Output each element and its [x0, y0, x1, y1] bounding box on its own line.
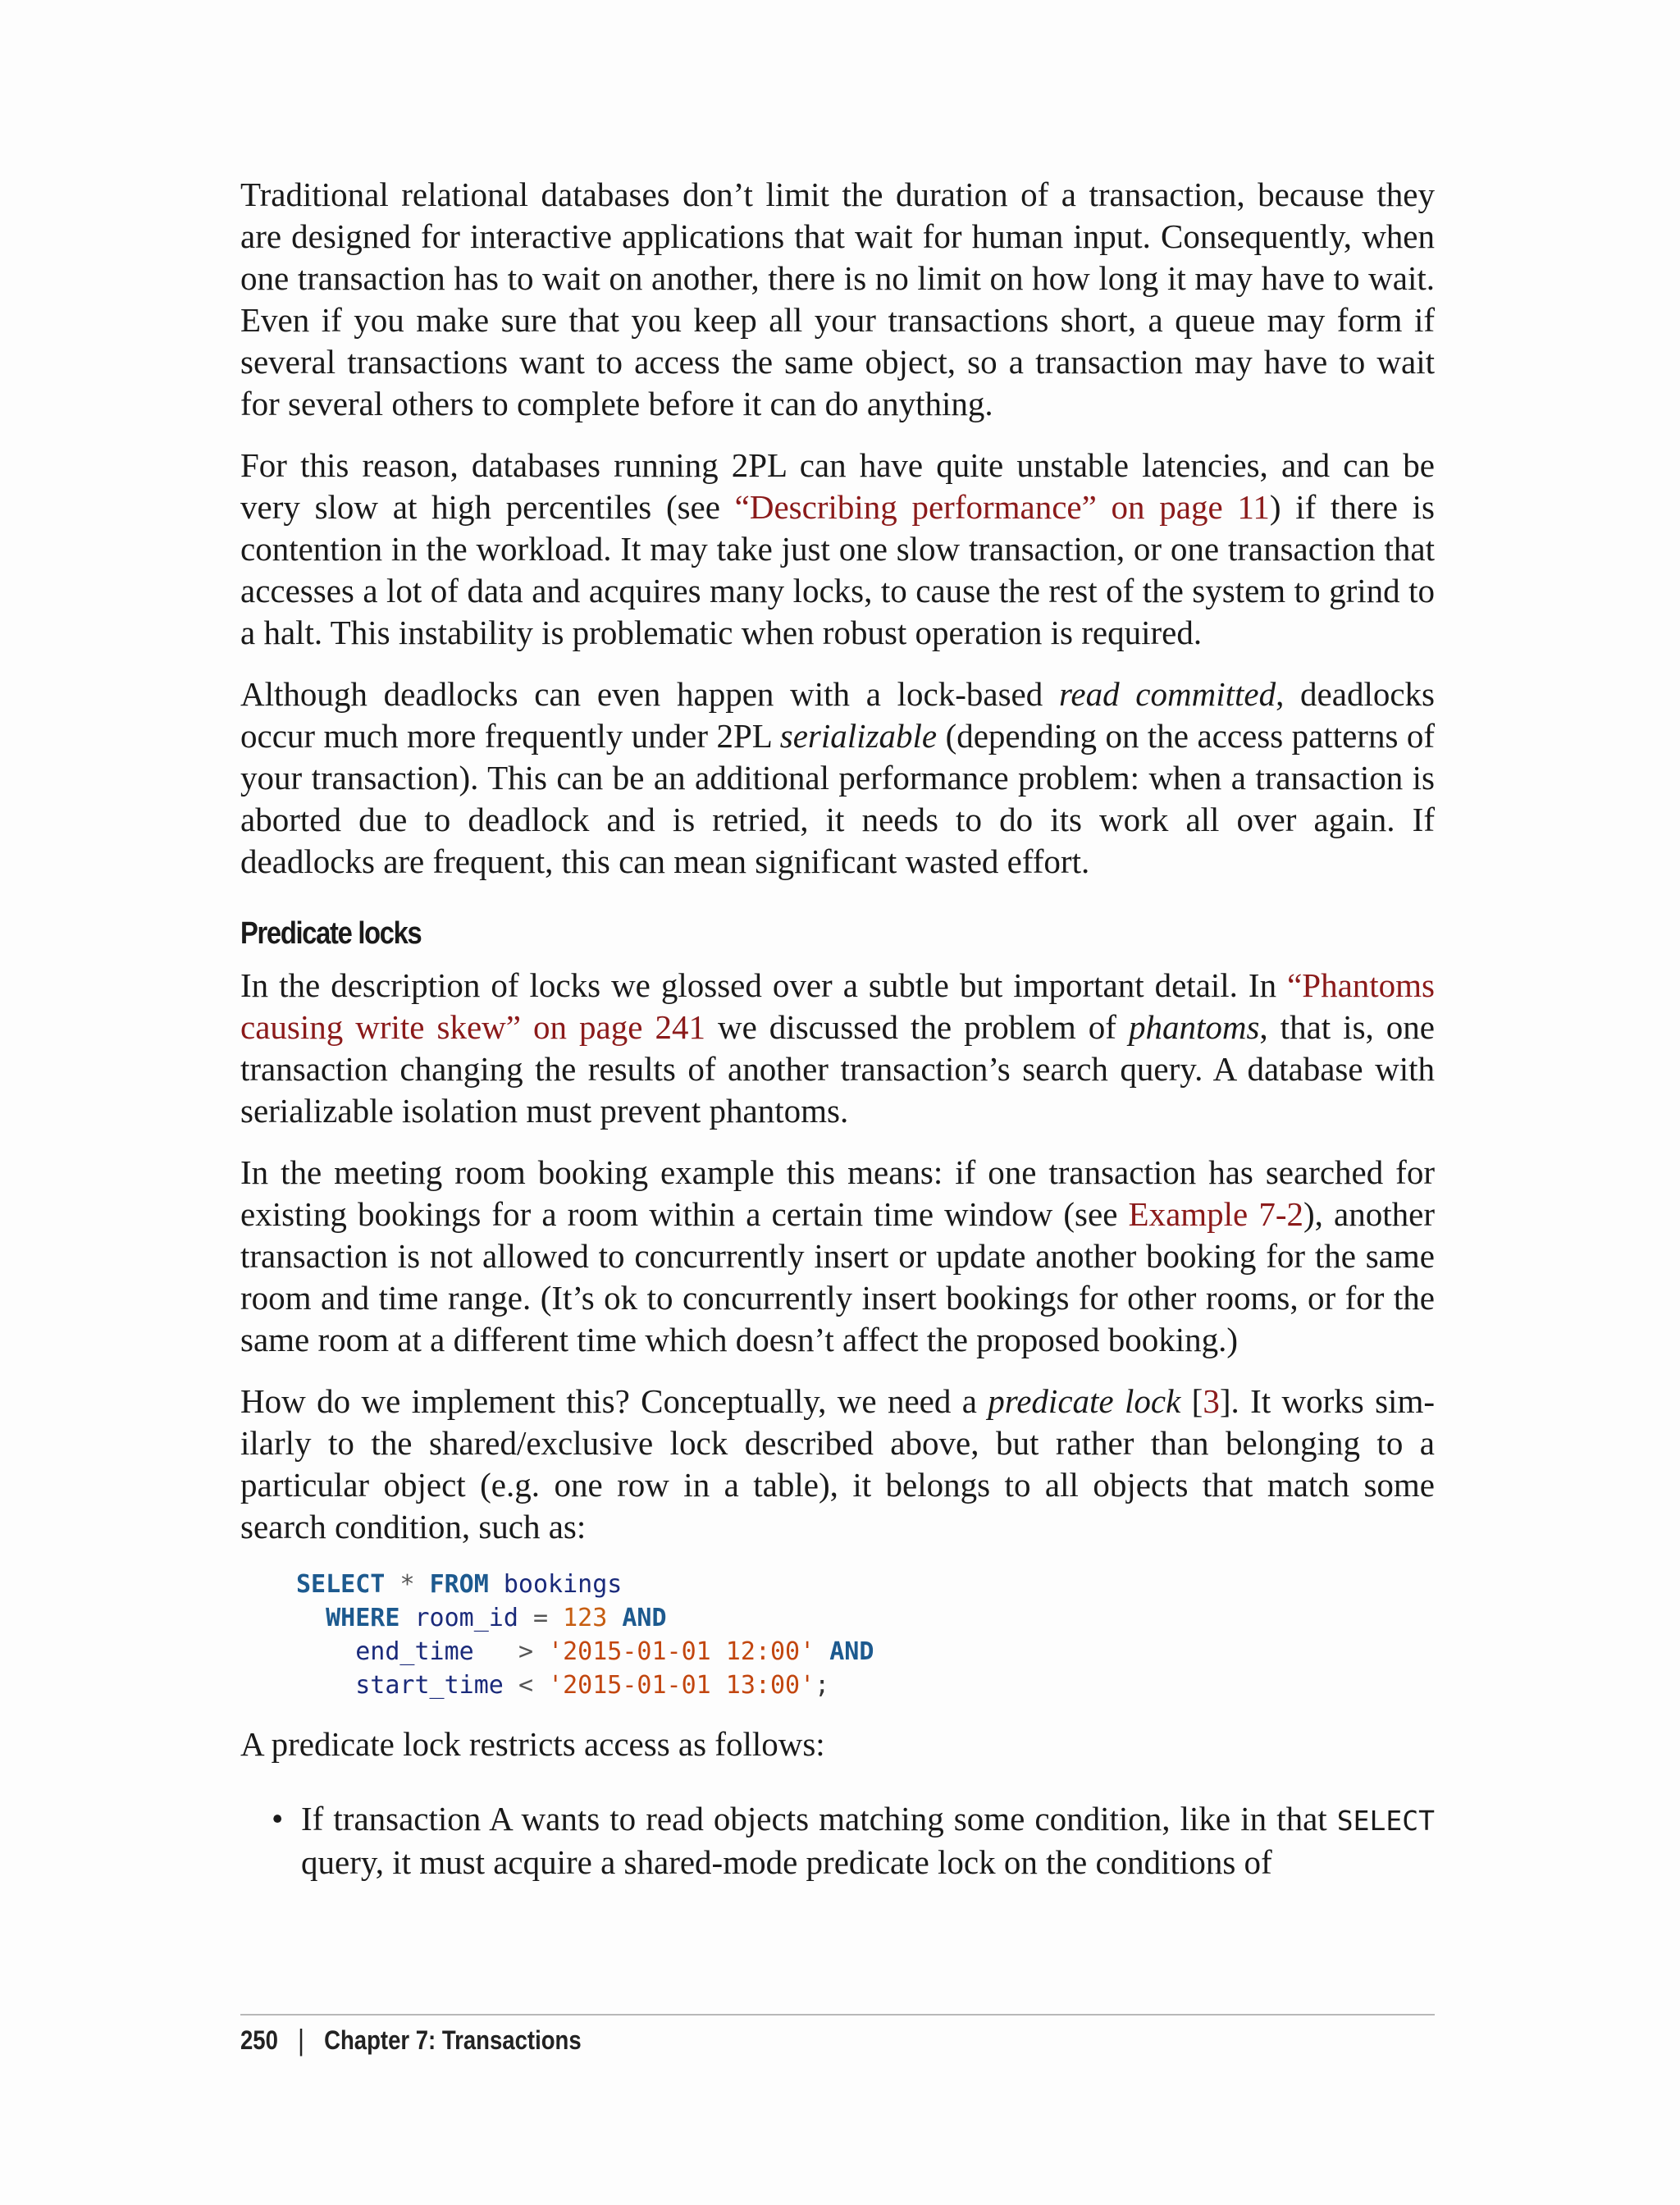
paragraph-3: [240, 673, 1435, 883]
code-string: '2015-01-01 13:00': [548, 1671, 815, 1700]
citation-ref[interactable]: 3: [1203, 1382, 1220, 1420]
page-footer: [240, 2023, 582, 2057]
paragraph-6: [240, 1381, 1435, 1548]
term-predicate-lock: predicate lock: [988, 1382, 1181, 1420]
code-identifier: bookings: [503, 1570, 623, 1599]
footer-separator: |: [297, 2023, 305, 2057]
text: For this reason, databases running 2PL can have quite unstable latencies, and can be very slow at high percentiles (see: [240, 446, 1435, 526]
code-operator: >: [518, 1637, 533, 1666]
text: [: [1180, 1382, 1203, 1420]
code-identifier: end_time: [355, 1637, 474, 1666]
xref-phantoms[interactable]: “Phantoms causing write skew” on page 241: [240, 966, 1435, 1046]
text: , deadlocks occur much more frequently under 2PL: [240, 675, 1435, 755]
code-operator: <: [518, 1671, 533, 1700]
text: If transaction A wants to read objects matching some condition, like in that: [301, 1800, 1337, 1838]
code-keyword: AND: [622, 1604, 667, 1632]
paragraph-5: [240, 1152, 1435, 1361]
inline-code: SELECT: [1336, 1805, 1435, 1837]
paragraph-7: A predicate lock restricts access as follows:: [240, 1725, 825, 1763]
code-number: 123: [563, 1604, 608, 1632]
paragraph-2: [240, 445, 1435, 654]
term-phantoms: phantoms: [1128, 1008, 1260, 1046]
text: In the description of locks we glossed over a subtle but important detail. In: [240, 966, 1288, 1004]
bullet-list: [240, 1798, 1435, 1883]
text: ]. It works similarly to the shared/exclusive lock described above, but rather than belonging to a particular object (e.g. one row in a table), it belongs to all objects that match some search condition, such as:: [240, 1382, 1435, 1545]
code-keyword: AND: [829, 1637, 874, 1666]
text: ) if there is contention in the workload. It may take just one slow transaction, or one transaction that accesses a lot of data and acquires many locks, to cause the rest of the system to grind to a halt. This instability is problematic when robust operation is required.: [240, 488, 1435, 651]
code-operator: *: [399, 1570, 415, 1599]
code-operator: =: [533, 1604, 549, 1632]
term-read-committed: read committed: [1058, 675, 1276, 713]
code-keyword: SELECT: [296, 1570, 386, 1599]
code-keyword: WHERE: [326, 1604, 400, 1632]
page-number: 250: [240, 2025, 278, 2055]
code-identifier: start_time: [355, 1671, 504, 1700]
chapter-title: Chapter 7: Transactions: [324, 2025, 582, 2055]
code-identifier: room_id: [414, 1604, 518, 1632]
text: we discussed the problem of: [705, 1008, 1129, 1046]
page-body: [240, 174, 1435, 1883]
text: How do we implement this? Conceptually, we need a: [240, 1382, 988, 1420]
text: In the meeting room booking example this means: if one transaction has searched for existing bookings for a room within a certain time window (see: [240, 1153, 1435, 1233]
code-keyword: FROM: [429, 1570, 489, 1599]
list-item: [240, 1798, 1435, 1883]
code-string: '2015-01-01 12:00': [548, 1637, 815, 1666]
text: (depending on the access patterns of your transaction). This can be an additional performance problem: when a transaction is aborted due to deadlock and is retried, it needs to do its work all over again. If deadlocks are frequent, this can mean significant wasted effort.: [240, 717, 1436, 880]
footer-divider: [240, 2014, 1435, 2016]
term-serializable: serializable: [779, 717, 938, 755]
text: query, it must acquire a shared-mode predicate lock on the conditions of: [301, 1843, 1272, 1881]
paragraph-1: Traditional relational databases don’t limit the duration of a transaction, because they are designed for interactive applications that wait for human input. Consequently, when one transaction has to wait on another, there is no limit on how long it may have to wait. Even if you make sure that you keep all your transactions short, a queue may form if several transactions want to access the same object, so a transaction may have to wait for several others to complete before it can do anything.: [240, 176, 1435, 422]
bullet-icon: •: [272, 1800, 284, 1838]
section-heading: Predicate locks: [240, 916, 422, 951]
xref-describing-performance[interactable]: “Describing performance” on page 11: [734, 488, 1270, 526]
paragraph-4: [240, 965, 1435, 1132]
code-punctuation: ;: [815, 1671, 830, 1700]
text: ), another transaction is not allowed to concurrently insert or update another booking for the same room and time range. (It’s ok to concurrently insert bookings for other rooms, or for the same room at a different time which doesn’t affect the proposed booking.): [240, 1195, 1435, 1358]
text: Although deadlocks can even happen with a lock-based: [240, 675, 1059, 713]
xref-example-7-2[interactable]: Example 7-2: [1128, 1195, 1304, 1233]
text: , that is, one transaction changing the results of another transaction’s search query. A database with serializable isolation must prevent phantoms.: [240, 1008, 1435, 1130]
sql-code-block: [296, 1568, 1435, 1702]
